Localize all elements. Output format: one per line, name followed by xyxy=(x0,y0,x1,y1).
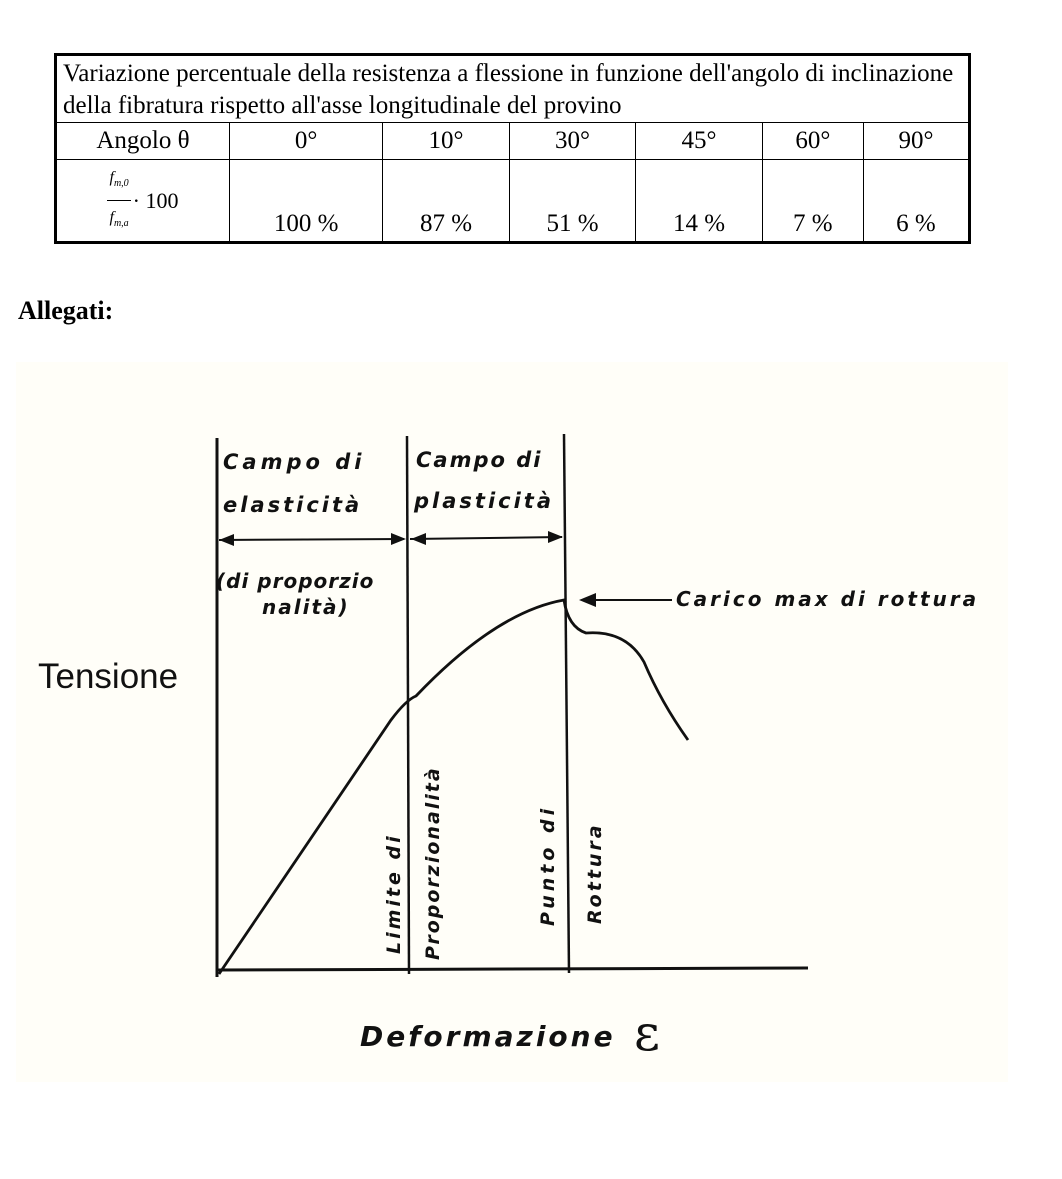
ratio-formula: $\frac{f_{m,0}}{f_{m,a}}$ · 100 xyxy=(107,163,178,239)
attachments-heading: Allegati: xyxy=(18,296,114,325)
value-cell-5: 6 % xyxy=(863,160,969,243)
plastic-zone-label-1: Campo di xyxy=(416,448,543,472)
angle-cell-2: 30° xyxy=(509,123,636,160)
plastic-zone-label-2: plasticità xyxy=(414,489,554,513)
value-cell-2: 51 % xyxy=(509,160,636,243)
ratio-formula-cell xyxy=(56,160,230,243)
proportionality-note-2: nalità) xyxy=(262,595,350,619)
angle-cell-4: 60° xyxy=(762,123,863,160)
x-axis xyxy=(217,968,808,970)
strength-variation-table xyxy=(54,53,971,244)
breaking-point-label-b: Rottura xyxy=(584,822,606,924)
table-caption: Variazione percentuale della resistenza a flessione in funzione dell'angolo di inclinazione della fibratura rispetto all'asse longitudinale del provino xyxy=(56,55,970,123)
angle-cell-0: 0° xyxy=(230,123,383,160)
value-cell-4: 7 % xyxy=(762,160,863,243)
epsilon-symbol: ε xyxy=(634,1004,660,1062)
x-axis-label: Deformazione xyxy=(360,1020,616,1053)
angle-header-cell: Angolo θ xyxy=(56,123,230,160)
proportionality-limit-label-b: Proporzionalità xyxy=(422,766,444,960)
elastic-zone-label-1: Campo di xyxy=(223,450,366,474)
table-row-angles xyxy=(56,123,970,160)
value-cell-0: 100 % xyxy=(230,160,383,243)
proportionality-note-1: (di proporzio xyxy=(216,569,375,593)
angle-cell-3: 45° xyxy=(636,123,763,160)
stress-strain-diagram xyxy=(16,362,1008,1082)
angle-cell-1: 10° xyxy=(383,123,510,160)
breaking-point-label-a: Punto di xyxy=(537,804,559,926)
y-axis-label: Tensione xyxy=(38,657,179,696)
table-row-values xyxy=(56,160,970,243)
elastic-zone-label-2: elasticità xyxy=(223,493,363,517)
elastic-zone-arrow-line xyxy=(219,539,404,540)
max-load-label: Carico max di rottura xyxy=(676,587,980,611)
value-cell-1: 87 % xyxy=(383,160,510,243)
angle-cell-5: 90° xyxy=(863,123,969,160)
stress-strain-figure xyxy=(16,362,1008,1082)
proportionality-limit-label-a: Limite di xyxy=(383,833,405,954)
cropped-previous-line xyxy=(0,0,1062,12)
value-cell-3: 14 % xyxy=(636,160,763,243)
